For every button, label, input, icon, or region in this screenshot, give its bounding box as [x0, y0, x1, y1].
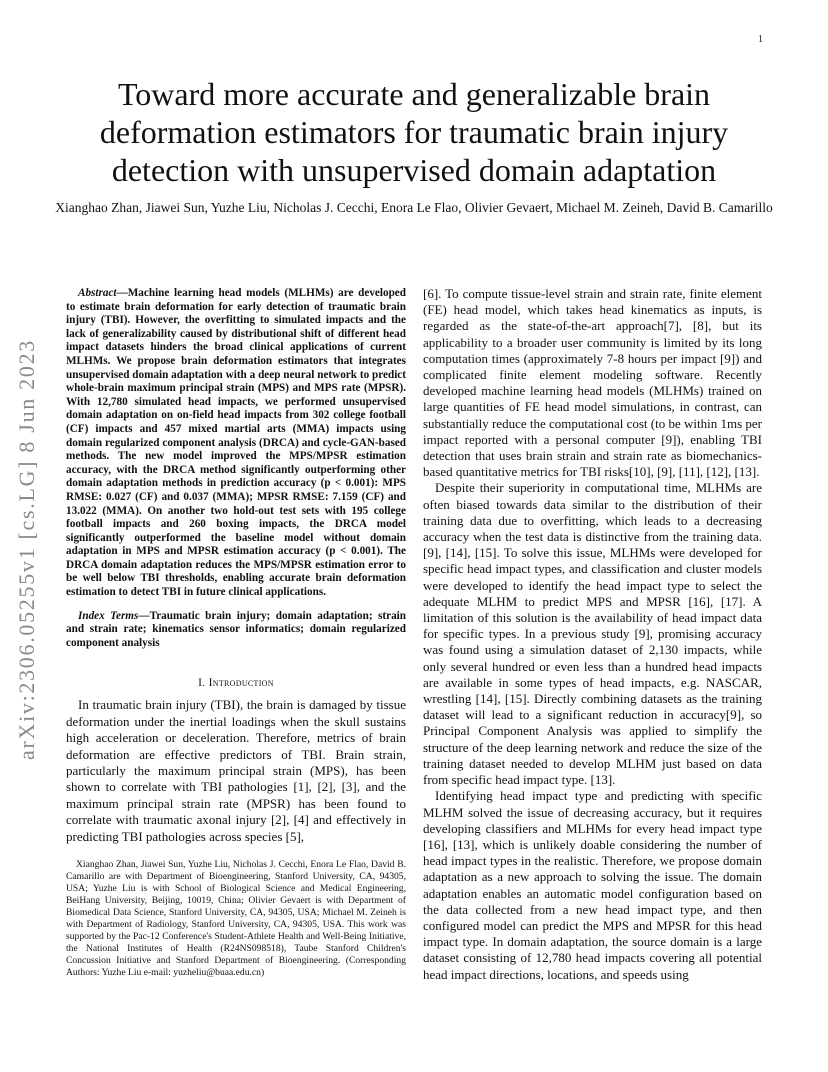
index-terms-label: Index Terms	[78, 609, 139, 622]
arxiv-identifier: arXiv:2306.05255v1 [cs.LG] 8 Jun 2023	[14, 339, 39, 760]
index-terms-text: —Traumatic brain injury; domain adaptation; strain and strain rate; kinematics sensor informatics; domain regularized component analysis	[66, 609, 406, 649]
abstract	[66, 287, 406, 600]
body-paragraph-1: [6]. To compute tissue-level strain and strain rate, finite element (FE) head model, which takes head kinematics as inputs, is regarded as the state-of-the-art approach[7], [8], but its applicability to a broader user community is limited by its long computation times (approximately 7-8 hours per impact [9]) and complicated finite element modeling software. Recently developed machine learning head models (MLHMs) trained on large quantities of FE head model simulations, in contrast, can substantially reduce the computational cost (to be within 1ms per impact reported with a personal computer [9]), enabling TBI detection that uses brain strain and strain rate as biomechanics-based quantitative metrics for TBI risks[10], [9], [11], [12], [13].	[423, 286, 763, 480]
page-number: 1	[758, 34, 763, 45]
body-paragraph-3: Identifying head impact type and predicting with specific MLHM solved the issue of decreasing accuracy, but it requires developing classifiers and MLHMs for every head impact type [16], [13], which is unlikely doable considering the number of head impact types in the realistic. Therefore, we propose domain adaptation as a new approach to solving the issue. The domain adaptation enables an automatic model configuration based on the data collected from a new head impact type, and then configured model can predict the MPS and MPSR for this head impact type. In domain adaptation, the source domain is a large dataset consisting of 12,780 head impacts covering all potential head impact directions, locations, and speeds using	[423, 788, 762, 982]
abstract-text: —Machine learning head models (MLHMs) are developed to estimate brain deformation for early detection of traumatic brain injury (TBI). However, the overfitting to simulated impacts and the lack of generalizability caused by distributional shift of different head impact datasets hinders the broad clinical applications of current MLHMs. We propose brain deformation estimators that integrates unsupervised domain adaptation with a deep neural network to predict whole-brain maximum principal strain (MPS) and MPS rate (MPSR). With 12,780 simulated head impacts, we performed unsupervised domain adaptation on on-field head impacts from 302 college football (CF) impacts and 457 mixed martial arts (MMA) impacts using domain regularized component analysis (DRCA) and cycle-GAN-based methods. The new model improved the MPS/MPSR estimation accuracy, with the DRCA method significantly outperforming other domain adaptation methods in prediction accuracy (p < 0.001): MPS RMSE: 0.027 (CF) and 0.037 (MMA); MPSR RMSE: 7.159 (CF) and 13.022 (MMA). On another two hold-out test sets with 195 college football impacts and 260 boxing impacts, the DRCA model significantly outperformed the baseline model without domain adaptation in MPS and MPSR estimation accuracy (p < 0.001). The DRCA domain adaptation reduces the MPS/MPSR estimation error to be well below TBI thresholds, enabling accurate brain deformation estimation to detect TBI in future clinical applications.	[66, 287, 406, 599]
body-paragraph-2: Despite their superiority in computational time, MLHMs are often biased towards data similar to the distribution of their training data due to overfitting, which leads to a decreasing accuracy when the test data is distinctive from the training data. [9], [14], [15]. To solve this issue, MLHMs were developed for specific head impact types, and classification and cluster models were developed to identify the head impact type to select the adequate MLHM to predict MPS and MPSR [16], [17]. A limitation of this solution is the availability of head impact data for specific types. In a previous study [9], promising accuracy was found using a simulation dataset of 2,130 impacts, while only several hundred or even less than a hundred head impacts are available in some types of head impacts, e.g. NASCAR, wrestling [14], [15]. Directly combining datasets as the training dataset will lead to a significant reduction in accuracy[9], so Principal Component Analysis was applied to simplify the structure of the deep learning network and reduce the size of the training dataset needed to develop MLHM just based on data from specific head impact type. [13].	[423, 480, 762, 788]
paper-title: Toward more accurate and generalizable brain deformation estimators for traumatic brain injury detection with unsupervised domain adaptation	[99, 76, 729, 188]
author-list: Xianghao Zhan, Jiawei Sun, Yuzhe Liu, Nicholas J. Cecchi, Enora Le Flao, Olivier Gevaert, Michael M. Zeineh, David B. Camarillo	[55, 200, 773, 215]
section-heading: I. Introduction	[198, 677, 274, 690]
index-terms	[66, 610, 406, 651]
intro-paragraph: In traumatic brain injury (TBI), the brain is damaged by tissue deformation under the inertial loadings when the skull sustains high acceleration or deceleration. Therefore, metrics of brain deformation are effective predictors of TBI. Brain strain, particularly the maximum principal strain (MPS), has been shown to correlate with TBI pathologies [1], [2], [3], and the maximum principal strain rate (MPSR) has been found to correlate with traumatic axonal injury [2], [4] and effectively in predicting TBI pathologies across species [5],	[66, 697, 406, 844]
right-column	[423, 286, 762, 983]
left-column	[66, 287, 406, 979]
abstract-label: Abstract	[78, 287, 117, 299]
author-footnote: Xianghao Zhan, Jiawei Sun, Yuzhe Liu, Nicholas J. Cecchi, Enora Le Flao, David B. Camarillo are with Department of Bioengineering, Stanford University, CA, 94305, USA; Yuzhe Liu is with School of Biological Science and Medical Engineering, BeiHang University, Beijing, 10019, China; Olivier Gevaert is with Department of Biomedical Data Science, Stanford University, CA, 94305, USA; Michael M. Zeineh is with Department of Radiology, Stanford University, CA, 94305, USA. This work was supported by the Pac-12 Conference's Student-Athlete Health and Well-Being Initiative, the National Institutes of Health (R24NS098518), Taube Stanford Children's Concussion Initiative and Stanford Department of Bioengineering. (Corresponding Authors: Yuzhe Liu e-mail: yuzheliu@buaa.edu.cn)	[66, 859, 406, 979]
